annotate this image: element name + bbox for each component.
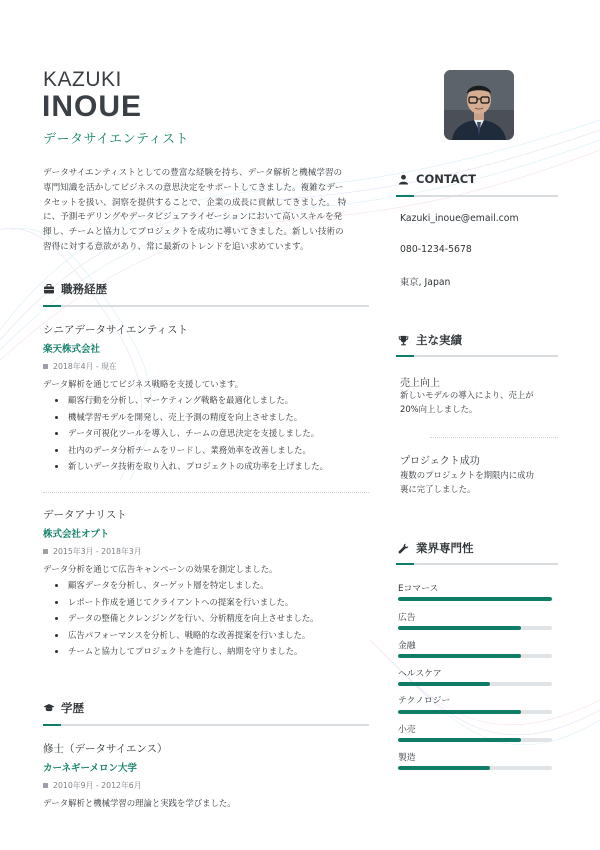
- job-title: データサイエンティスト: [43, 132, 190, 147]
- skill-label: ヘルスケア: [398, 669, 442, 679]
- skill-label: 広告: [398, 613, 416, 623]
- education-date: [43, 780, 369, 791]
- achievement-separator: [430, 437, 558, 438]
- education-degree: 修士（データサイエンス）: [43, 743, 168, 755]
- job-role: データアナリスト: [43, 509, 127, 521]
- list-item: レポート作成を通じてクライアントへの提案を行いました。: [55, 594, 369, 611]
- job-role: シニアデータサイエンティスト: [43, 324, 189, 336]
- job-entry: [43, 507, 369, 660]
- job-date-text: 2015年3月 - 2018年3月: [53, 547, 142, 556]
- person-icon: [398, 174, 409, 185]
- profile-photo: [444, 70, 514, 140]
- calendar-square-icon: [43, 783, 48, 788]
- list-item: 機械学習モデルを開発し、売上予測の精度を向上させました。: [55, 409, 369, 426]
- job-separator: [43, 492, 369, 493]
- education-divider: [43, 724, 369, 726]
- achievement-desc-line: 新しいモデルの導入により、売上が: [400, 390, 534, 400]
- skill-bar-track: [398, 597, 552, 601]
- education-date-text: 2010年9月 - 2012年6月: [53, 781, 142, 790]
- skill-label: テクノロジー: [398, 696, 451, 706]
- summary-text: [43, 166, 366, 255]
- job-description: データ解析を通じてビジネス戦略を支援しています。: [43, 379, 244, 389]
- achievement-title: 売上向上: [400, 378, 440, 389]
- list-item: データ可視化ツールを導入し、チームの意思決定を支援しました。: [55, 425, 369, 442]
- job-company: 株式会社オプト: [43, 529, 110, 540]
- briefcase-icon: [43, 283, 55, 295]
- list-item: 広告パフォーマンスを分析し、戦略的な改善提案を行いました。: [55, 627, 369, 644]
- list-item: 顧客行動を分析し、マーケティング戦略を最適化しました。: [55, 392, 369, 409]
- contact-title: CONTACT: [416, 172, 476, 186]
- skill-bar-fill: [398, 710, 521, 714]
- list-item: 顧客データを分析し、ターゲット層を特定しました。: [55, 577, 369, 594]
- first-name: KAZUKI: [43, 68, 122, 91]
- contact-location: 東京, Japan: [400, 277, 451, 288]
- experience-divider: [43, 305, 369, 307]
- industry-title: 業界専門性: [416, 541, 474, 555]
- job-company: 楽天株式会社: [43, 344, 101, 355]
- summary-line: に、予測モデリングやデータビジュアライゼーションにおいて高いスキルを発: [43, 212, 343, 223]
- skill-label: 金融: [398, 641, 416, 651]
- calendar-square-icon: [43, 549, 48, 554]
- achievement-desc-line: 20%向上しました。: [400, 403, 478, 414]
- trophy-icon: [398, 335, 409, 346]
- skill-bar-track: [398, 738, 552, 742]
- contact-email[interactable]: Kazuki_inoue@email.com: [400, 213, 519, 224]
- job-bullets: [43, 392, 369, 475]
- summary-line: データサイエンティストとしての豊富な経験を持ち、データ解析と機械学習の: [43, 168, 343, 178]
- achievement-desc-line: 裏に完了しました。: [400, 483, 476, 494]
- list-item: 新しいデータ技術を取り入れ、プロジェクトの成功率を上げました。: [55, 458, 369, 475]
- job-description: データ分析を通じて広告キャンペーンの効果を測定しました。: [43, 564, 278, 574]
- list-item: チームと協力してプロジェクトを進行し、納期を守りました。: [55, 643, 369, 660]
- skill-bar-track: [398, 654, 552, 658]
- achievement-desc-line: 複数のプロジェクトを期限内に成功: [400, 470, 534, 480]
- skill-bar-fill: [398, 738, 521, 742]
- education-heading: [43, 700, 84, 716]
- summary-line: タセットを扱い、洞察を提供することで、企業の成長に貢献してきました。 特: [43, 197, 347, 208]
- skill-bar-fill: [398, 766, 490, 770]
- education-entry: [43, 741, 369, 809]
- job-date: [43, 361, 369, 372]
- experience-title: 職務経歴: [61, 282, 107, 296]
- skill-bar-fill: [398, 597, 552, 601]
- contact-phone[interactable]: 080-1234-5678: [400, 244, 472, 255]
- skill-bar-track: [398, 626, 552, 630]
- experience-heading: [43, 281, 107, 297]
- calendar-square-icon: [43, 364, 48, 369]
- skill-bar-track: [398, 682, 552, 686]
- summary-line: 揮し、チームと協力してプロジェクトを成功に導いてきました。新しい技術の: [43, 227, 344, 238]
- profile-portrait-icon: [444, 70, 514, 140]
- job-entry: [43, 322, 369, 475]
- skill-label: Eコマース: [398, 584, 439, 594]
- job-bullets: [43, 577, 369, 660]
- graduation-cap-icon: [43, 702, 55, 714]
- skill-bar-fill: [398, 626, 521, 630]
- contact-heading: [398, 172, 476, 186]
- list-item: データの整備とクレンジングを行い、分析精度を向上させました。: [55, 610, 369, 627]
- industry-divider: [396, 563, 558, 565]
- job-date: [43, 546, 369, 557]
- education-title: 学歴: [61, 701, 84, 715]
- achievement-title: プロジェクト成功: [400, 456, 480, 467]
- list-item: 社内のデータ分析チームをリードし、業務効率を改善しました。: [55, 442, 369, 459]
- skill-bar-fill: [398, 682, 490, 686]
- achievements-heading: [398, 332, 462, 348]
- skill-bar-fill: [398, 654, 521, 658]
- education-school: カーネギーメロン大学: [43, 763, 138, 774]
- summary-line: 習得に対する意欲があり、常に最新のトレンドを追い求めています。: [43, 241, 309, 252]
- skill-bar-track: [398, 766, 552, 770]
- education-description: データ解析と機械学習の理論と実践を学びました。: [43, 798, 236, 808]
- job-date-text: 2018年4月 - 現在: [53, 362, 117, 371]
- industry-heading: [398, 540, 474, 556]
- achievement-description: [400, 469, 558, 496]
- last-name: INOUE: [42, 90, 143, 123]
- wrench-icon: [398, 543, 409, 554]
- achievements-title: 主な実績: [416, 333, 462, 347]
- contact-divider: [396, 195, 558, 197]
- skill-bar-track: [398, 710, 552, 714]
- achievement-description: [400, 389, 558, 416]
- achievements-divider: [396, 355, 558, 357]
- skill-label: 製造: [398, 753, 416, 763]
- skill-label: 小売: [398, 725, 416, 735]
- summary-line: 専門知識を活かしてビジネスの意思決定をサポートしてきました。複雑なデー: [43, 182, 344, 193]
